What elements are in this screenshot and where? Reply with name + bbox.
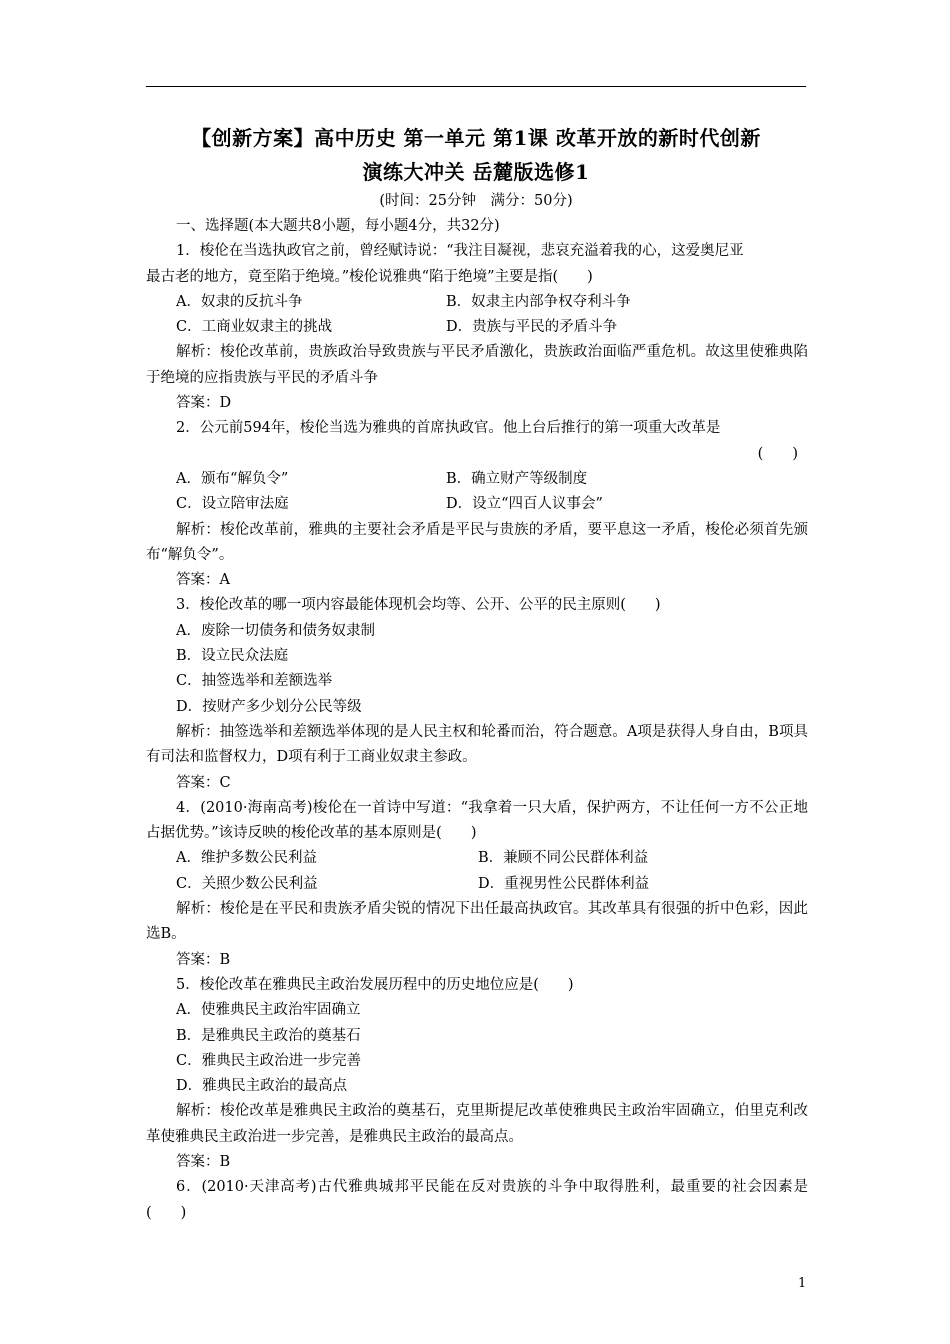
q4-analysis: 解析：梭伦是在平民和贵族矛盾尖锐的情况下出任最高执政官。其改革具有很强的折中色彩，因此选B。 <box>146 901 808 943</box>
q1-answer: 答案：D <box>176 395 232 412</box>
q1-stem-line2: 最古老的地方，竟至陷于绝境。”梭伦说雅典“陷于绝境”主要是指( ) <box>146 268 593 285</box>
q4-options-row1 <box>146 846 808 871</box>
q4-stem: 4．(2010·海南高考)梭伦在一首诗中写道：“我拿着一只大盾，保护两方，不让任何一方不公正地占据优势。”该诗反映的梭伦改革的基本原则是( ) <box>146 799 808 842</box>
q2-option-b: B．确立财产等级制度 <box>446 470 588 487</box>
header-rule <box>146 86 806 87</box>
q3-stem: 3．梭伦改革的哪一项内容最能体现机会均等、公开、公平的民主原则( ) <box>176 597 661 614</box>
q3-option-c: C．抽签选举和差额选举 <box>176 673 333 690</box>
q5-answer: 答案：B <box>176 1153 231 1170</box>
q4-option-a: A．维护多数公民利益 <box>176 850 317 867</box>
q1-option-c: C．工商业奴隶主的挑战 <box>176 319 333 336</box>
q3-answer: 答案：C <box>176 774 231 791</box>
q1-option-a: A．奴隶的反抗斗争 <box>176 293 303 310</box>
q6-stem: 6．(2010·天津高考)古代雅典城邦平民能在反对贵族的斗争中取得胜利，最重要的社会因素是( ) <box>146 1179 808 1221</box>
q5-analysis: 解析：梭伦改革是雅典民主政治的奠基石，克里斯提尼改革使雅典民主政治牢固确立，伯里克利改革使雅典民主政治进一步完善，是雅典民主政治的最高点。 <box>146 1103 808 1145</box>
document-title-line2: 演练大冲关 岳麓版选修1 <box>362 160 590 184</box>
q3-option-b: B．设立民众法庭 <box>176 648 289 665</box>
q3-analysis: 解析：抽签选举和差额选举体现的是人民主权和轮番而治，符合题意。A项是获得人身自由，B项具有司法和监督权力，D项有利于工商业奴隶主参政。 <box>146 723 808 766</box>
section-heading: 一、选择题(本大题共8小题，每小题4分，共32分) <box>176 218 500 234</box>
document-title-line1: 【创新方案】高中历史 第一单元 第1课 改革开放的新时代创新 <box>191 126 761 150</box>
document-body <box>146 214 808 1226</box>
q2-answer-paren: ( ) <box>757 445 798 462</box>
q2-answer: 答案：A <box>176 572 230 589</box>
q2-stem: 2．公元前594年，梭伦当选为雅典的首席执政官。他上台后推行的第一项重大改革是 <box>176 420 721 437</box>
q4-option-d: D．重视男性公民群体利益 <box>478 875 650 892</box>
q2-options-row2 <box>146 492 808 517</box>
q2-option-d: D．设立“四百人议事会” <box>446 496 603 513</box>
q5-option-c: C．雅典民主政治进一步完善 <box>176 1052 362 1069</box>
q2-option-a: A．颁布“解负令” <box>176 470 289 487</box>
q1-options-row2 <box>146 315 808 340</box>
q1-option-b: B．奴隶主内部争权夺利斗争 <box>446 293 631 310</box>
q3-option-a: A．废除一切债务和债务奴隶制 <box>176 622 375 639</box>
q3-option-d: D．按财产多少划分公民等级 <box>176 698 362 715</box>
q4-answer: 答案：B <box>176 951 231 968</box>
q2-option-c: C．设立陪审法庭 <box>176 496 289 513</box>
q2-analysis: 解析：梭伦改革前，雅典的主要社会矛盾是平民与贵族的矛盾，要平息这一矛盾，梭伦必须首先颁布“解负令”。 <box>146 521 808 563</box>
q5-stem: 5．梭伦改革在雅典民主政治发展历程中的历史地位应是( ) <box>176 976 574 993</box>
q5-option-a: A．使雅典民主政治牢固确立 <box>176 1002 361 1019</box>
q4-options-row2 <box>146 872 808 897</box>
q1-analysis: 解析：梭伦改革前，贵族政治导致贵族与平民矛盾激化，贵族政治面临严重危机。故这里使雅典陷于绝境的应指贵族与平民的矛盾斗争 <box>146 344 808 386</box>
q1-stem-line1: 1．梭伦在当选执政官之前，曾经赋诗说：“我注目凝视，悲哀充溢着我的心，这爱奥尼亚 <box>176 243 744 260</box>
q1-option-d: D．贵族与平民的矛盾斗争 <box>446 319 618 336</box>
page-number: 1 <box>798 1276 807 1291</box>
q2-options-row1 <box>146 467 808 492</box>
q4-option-b: B．兼顾不同公民群体利益 <box>478 850 649 867</box>
q5-option-b: B．是雅典民主政治的奠基石 <box>176 1027 361 1044</box>
q5-option-d: D．雅典民主政治的最高点 <box>176 1078 348 1095</box>
q1-options-row1 <box>146 290 808 315</box>
time-score-info: (时间：25分钟 满分：50分) <box>379 193 573 209</box>
q4-option-c: C．关照少数公民利益 <box>176 875 318 892</box>
